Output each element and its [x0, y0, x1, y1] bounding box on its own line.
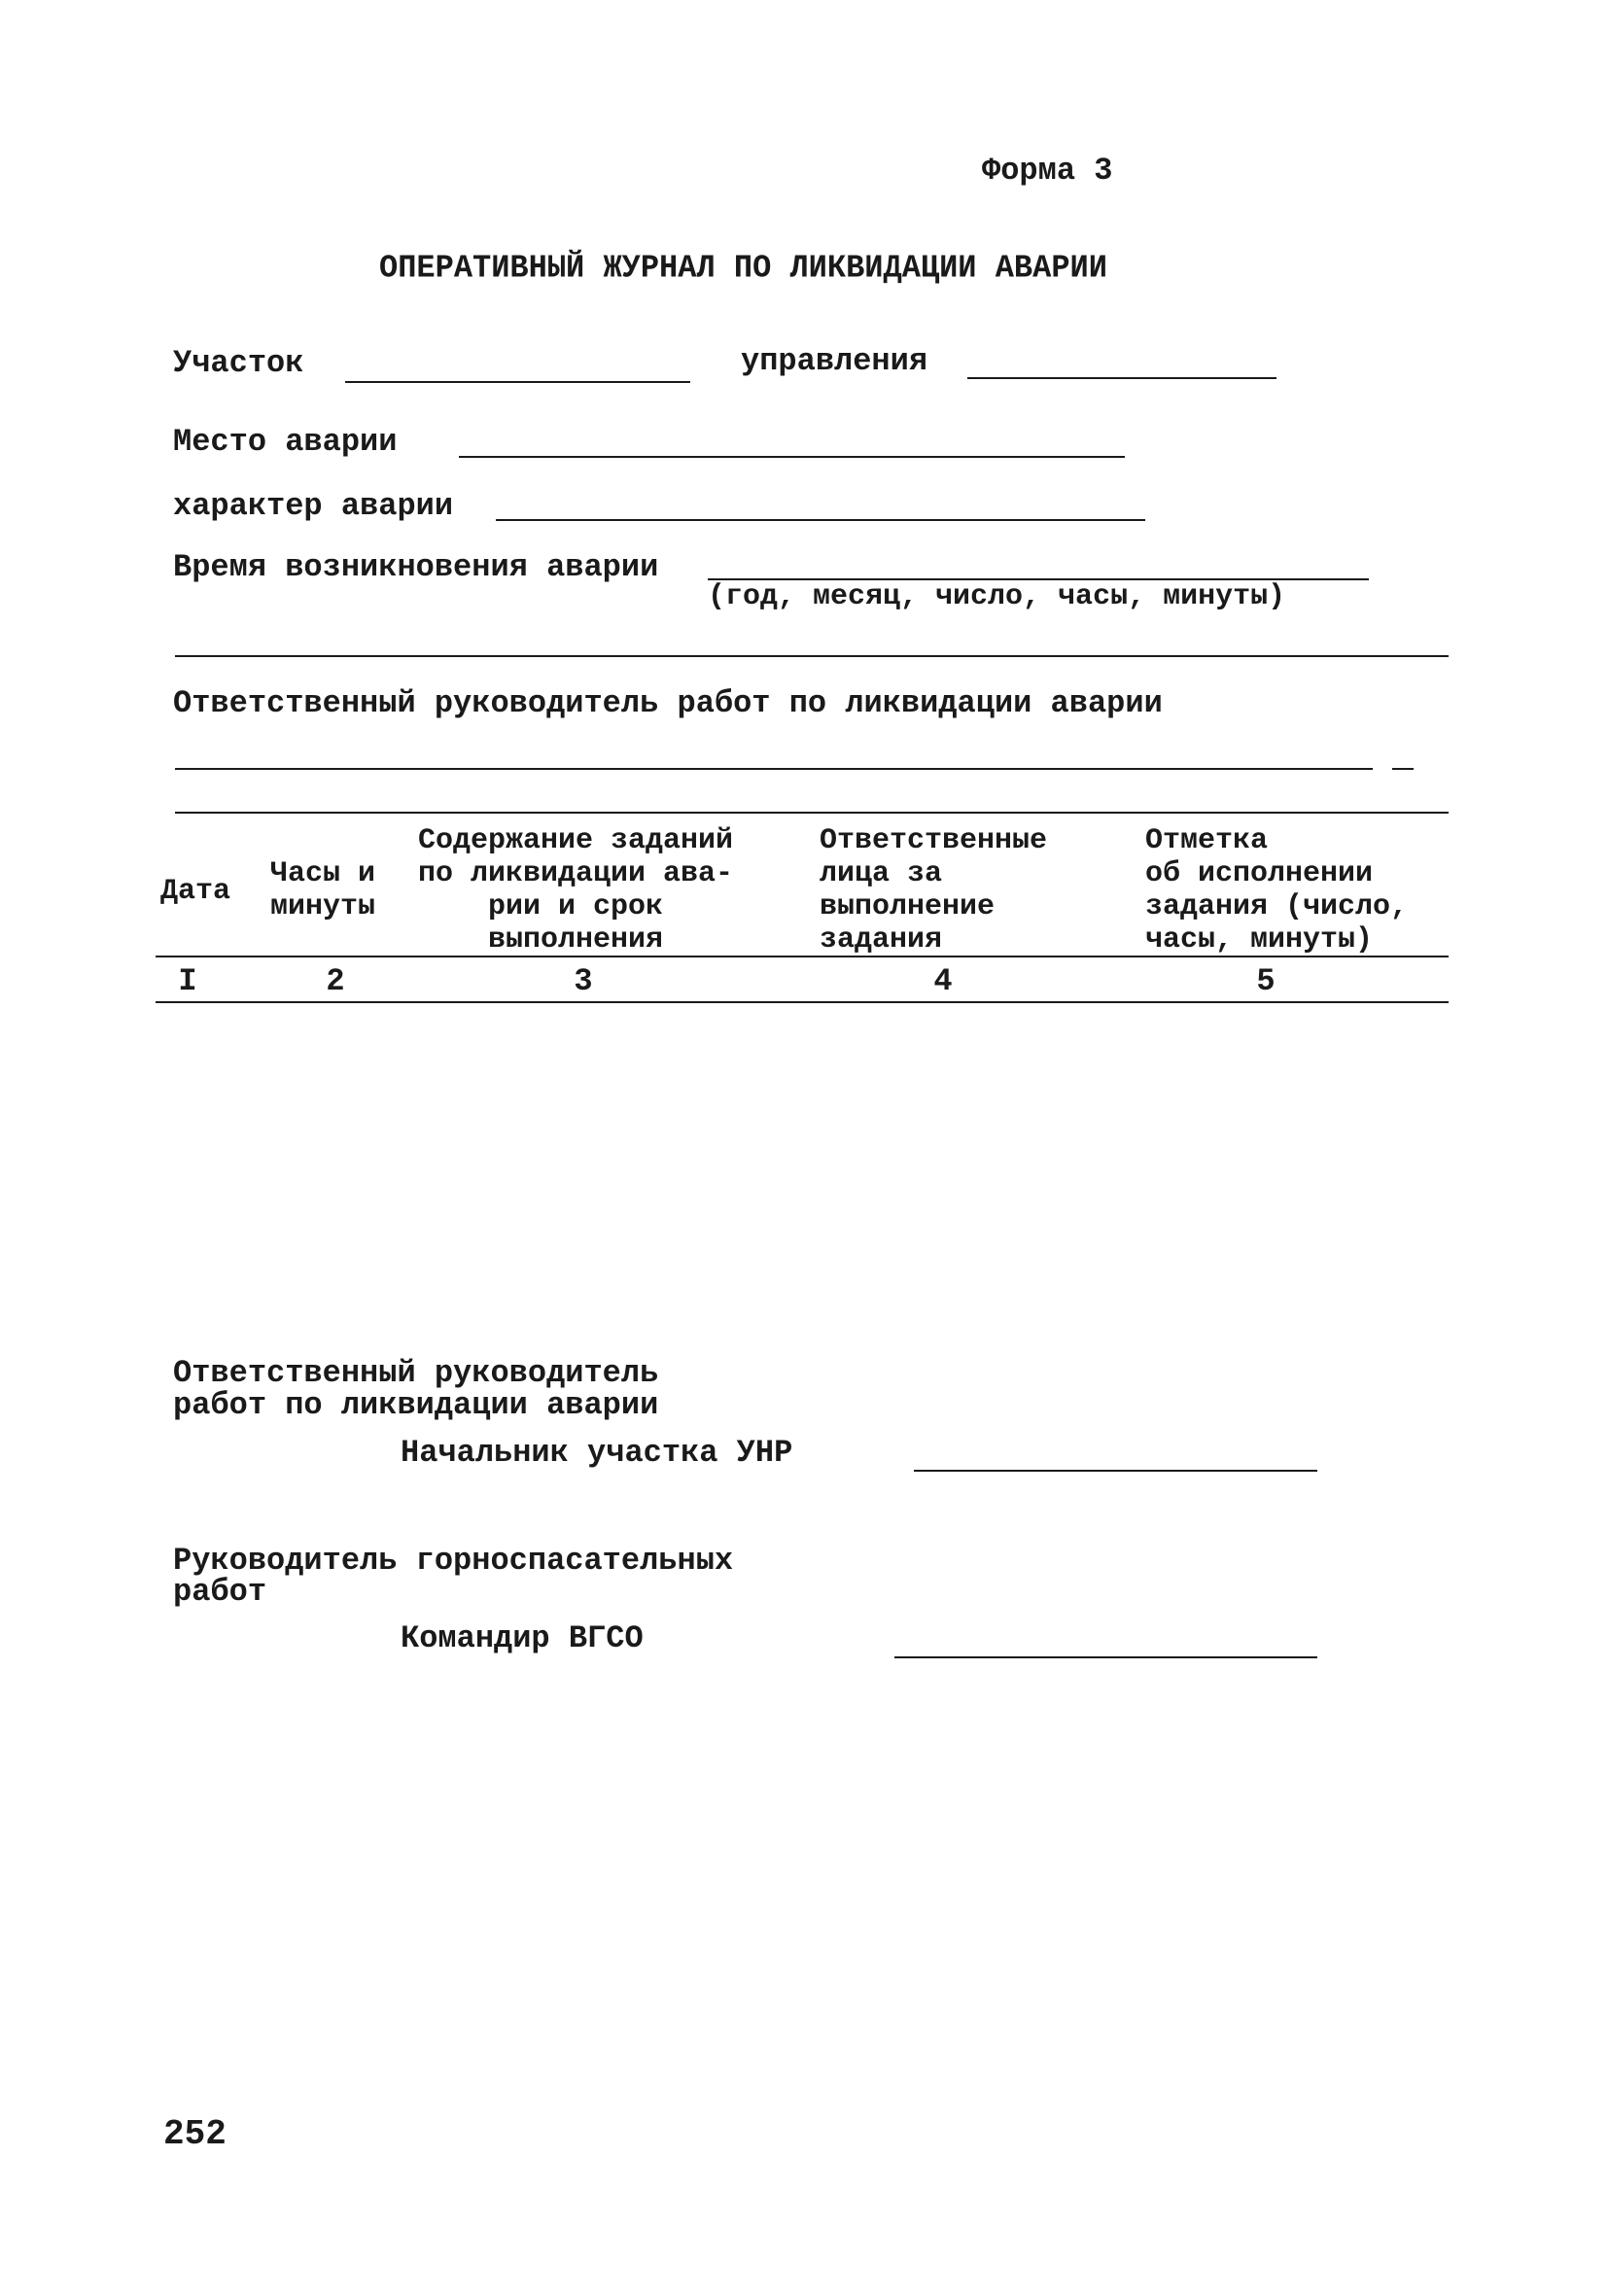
time-label: Время возникновения аварии: [173, 549, 659, 585]
character-label: характер аварии: [173, 488, 454, 524]
header-time: Часы и минуты: [270, 857, 376, 923]
place-label: Место аварии: [173, 424, 398, 460]
column-number: I: [178, 963, 197, 999]
responsible-label: Ответственный руководитель работ по ликвидации аварии: [173, 685, 1163, 721]
form-label: Форма 3: [982, 153, 1113, 189]
sector-field[interactable]: [345, 381, 690, 383]
signature-2-title-line-2: работ: [173, 1574, 267, 1610]
document-title: ОПЕРАТИВНЫЙ ЖУРНАЛ ПО ЛИКВИДАЦИИ АВАРИИ: [379, 249, 1107, 287]
responsible-field-tick: [1392, 768, 1414, 770]
management-label: управления: [741, 343, 928, 379]
column-number: 3: [574, 963, 593, 999]
table-number-row-border: [156, 1001, 1449, 1003]
time-hint: (год, месяц, число, часы, минуты): [708, 580, 1286, 613]
signature-1-position: Начальник участка УНР: [401, 1435, 793, 1471]
signature-2-title-line-1: Руководитель горноспасательных: [173, 1543, 734, 1579]
place-field[interactable]: [459, 456, 1125, 458]
signature-1-title-line-2: работ по ликвидации аварии: [173, 1387, 659, 1423]
column-number: 2: [326, 963, 345, 999]
header-responsible-persons: Ответственные лица за выполнение задания: [820, 824, 1048, 957]
time-field-continued[interactable]: [175, 655, 1449, 657]
character-field[interactable]: [496, 519, 1145, 521]
signature-1-title-line-1: Ответственный руководитель: [173, 1355, 659, 1391]
signature-2-field[interactable]: [894, 1656, 1317, 1658]
management-field[interactable]: [967, 377, 1276, 379]
page-number: 252: [163, 2114, 227, 2154]
table-header-border: [156, 956, 1449, 957]
responsible-field[interactable]: [175, 768, 1373, 770]
signature-1-field[interactable]: [914, 1470, 1317, 1472]
sector-label: Участок: [173, 345, 304, 381]
header-date: Дата: [160, 875, 231, 908]
header-completion-mark: Отметка об исполнении задания (число, часы, минуты): [1145, 824, 1409, 957]
table-top-border: [175, 812, 1449, 814]
header-task-content: Содержание заданий по ликвидации ава- рии и срок выполнения: [418, 824, 734, 957]
column-number: 5: [1256, 963, 1276, 999]
column-number: 4: [933, 963, 953, 999]
signature-2-position: Командир ВГСО: [401, 1620, 644, 1656]
